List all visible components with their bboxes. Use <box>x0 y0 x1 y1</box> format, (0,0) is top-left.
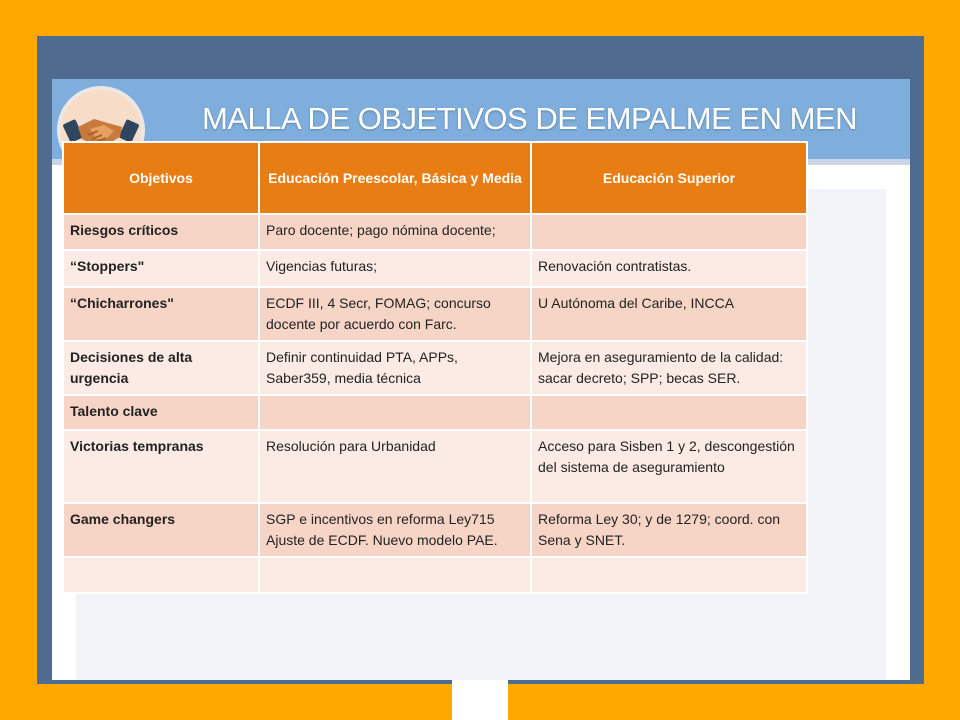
table-row <box>63 214 807 250</box>
row-label: Game changers <box>63 503 259 557</box>
cell-basica <box>259 557 531 593</box>
cell-superior <box>531 214 807 250</box>
table-row <box>63 287 807 341</box>
cell-superior: Renovación contratistas. <box>531 250 807 287</box>
cell-basica <box>259 395 531 430</box>
cell-superior: U Autónoma del Caribe, INCCA <box>531 287 807 341</box>
cell-basica: ECDF III, 4 Secr, FOMAG; concurso docente por acuerdo con Farc. <box>259 287 531 341</box>
table-header-row <box>63 142 807 214</box>
cell-basica: Paro docente; pago nómina docente; <box>259 214 531 250</box>
row-label: Decisiones de alta urgencia <box>63 341 259 395</box>
cell-basica: Resolución para Urbanidad <box>259 430 531 503</box>
table-row <box>63 341 807 395</box>
row-label: Victorias tempranas <box>63 430 259 503</box>
cell-superior <box>531 395 807 430</box>
cell-basica: SGP e incentivos en reforma Ley715 Ajuste de ECDF. Nuevo modelo PAE. <box>259 503 531 557</box>
bottom-notch <box>452 680 508 720</box>
cell-superior: Mejora en aseguramiento de la calidad: sacar decreto; SPP; becas SER. <box>531 341 807 395</box>
cell-superior: Acceso para Sisben 1 y 2, descongestión del sistema de aseguramiento <box>531 430 807 503</box>
row-label: “Chicharrones" <box>63 287 259 341</box>
header-educacion-superior: Educación Superior <box>531 142 807 214</box>
cell-superior <box>531 557 807 593</box>
slide-title: MALLA DE OBJETIVOS DE EMPALME EN MEN <box>202 101 857 136</box>
row-label <box>63 557 259 593</box>
cell-basica: Definir continuidad PTA, APPs, Saber359, media técnica <box>259 341 531 395</box>
row-label: Riesgos críticos <box>63 214 259 250</box>
row-label: “Stoppers" <box>63 250 259 287</box>
table-row <box>63 557 807 593</box>
table-row <box>63 395 807 430</box>
header-educacion-basica: Educación Preescolar, Básica y Media <box>259 142 531 214</box>
objectives-table <box>62 141 808 594</box>
cell-superior: Reforma Ley 30; y de 1279; coord. con Sena y SNET. <box>531 503 807 557</box>
table-row <box>63 503 807 557</box>
table-row <box>63 430 807 503</box>
cell-basica: Vigencias futuras; <box>259 250 531 287</box>
table-row <box>63 250 807 287</box>
header-objetivos: Objetivos <box>63 142 259 214</box>
row-label: Talento clave <box>63 395 259 430</box>
